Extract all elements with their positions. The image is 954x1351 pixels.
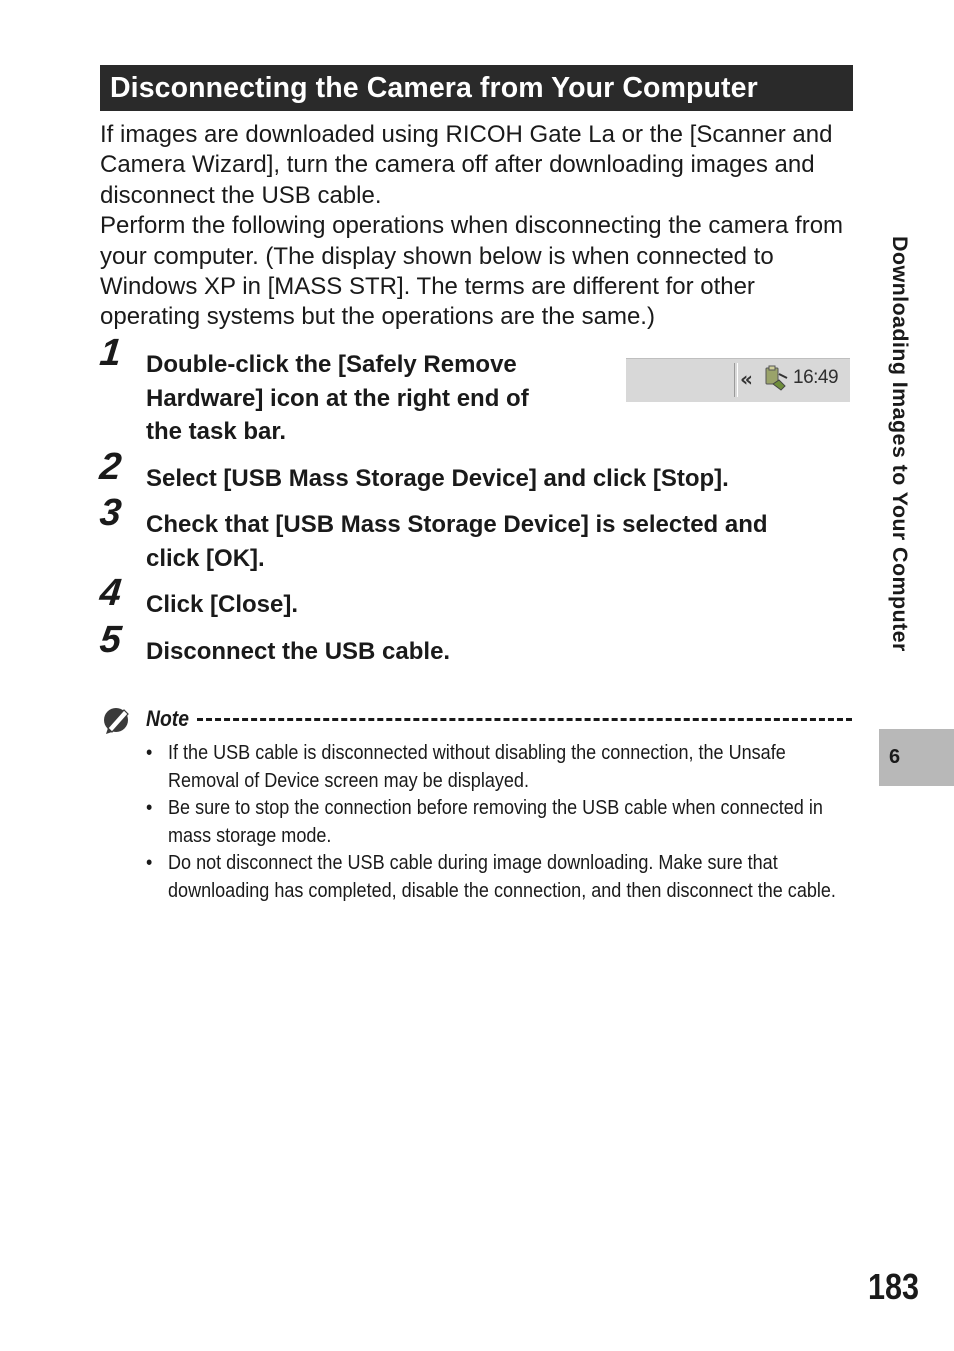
step-number: 4 (97, 572, 124, 614)
intro-paragraph-1: If images are downloaded using RICOH Gate La or the [Scanner and Camera Wizard], turn the camera off after downloading images and disconnect the USB cable. (100, 121, 833, 209)
chapter-tab (879, 729, 954, 786)
clock-time: 16:49 (793, 367, 839, 388)
step-number: 5 (97, 619, 124, 661)
step-number: 1 (97, 332, 124, 374)
section-title: Disconnecting the Camera from Your Computer (110, 71, 758, 104)
chapter-side-title: Downloading Images to Your Computer (888, 236, 912, 652)
step-line: Click [Close]. (146, 591, 299, 618)
step-text (146, 462, 729, 496)
step-line: click [OK]. (146, 544, 265, 572)
list-item: • Do not disconnect the USB cable during image downloading. Make sure that downloading has completed, disable the connection, and then disconnect the cable. (146, 849, 841, 904)
intro-paragraph-2: Perform the following operations when disconnecting the camera from your computer. (The display shown below is when connected to Windows XP in [MASS STR]. The terms are different for other operating systems but the operations are the same.) (100, 212, 844, 331)
taskbar-image (626, 358, 850, 402)
step-line: Hardware] icon at the right end of (146, 384, 529, 412)
step-line: the task bar. (146, 418, 287, 446)
list-item: • If the USB cable is disconnected without disabling the connection, the Unsafe Removal of Device screen may be displayed. (146, 739, 841, 794)
safely-remove-hardware-icon (763, 364, 789, 394)
note-divider (197, 718, 852, 721)
step-text (146, 348, 529, 449)
step-line: Double-click the [Safely Remove (146, 351, 517, 378)
step-text (146, 588, 298, 622)
step-line: Select [USB Mass Storage Device] and click [Stop]. (146, 465, 729, 492)
chevron-left-icon: « (740, 367, 753, 391)
section-title-bar (100, 65, 853, 111)
intro-text (100, 120, 860, 333)
step-number: 2 (97, 446, 124, 488)
chapter-number: 6 (889, 746, 901, 768)
step-text (146, 508, 768, 575)
note-pencil-icon (102, 704, 132, 736)
list-item: • Be sure to stop the connection before removing the USB cable when connected in mass storage mode. (146, 794, 841, 849)
note-label: Note (146, 706, 190, 731)
step-line: Disconnect the USB cable. (146, 638, 451, 665)
step-text (146, 635, 450, 669)
note-bullet-list (146, 739, 841, 904)
taskbar-separator (734, 363, 738, 397)
step-number: 3 (97, 492, 124, 534)
step-line: Check that [USB Mass Storage Device] is selected and (146, 511, 768, 538)
page-number: 183 (867, 1266, 919, 1307)
